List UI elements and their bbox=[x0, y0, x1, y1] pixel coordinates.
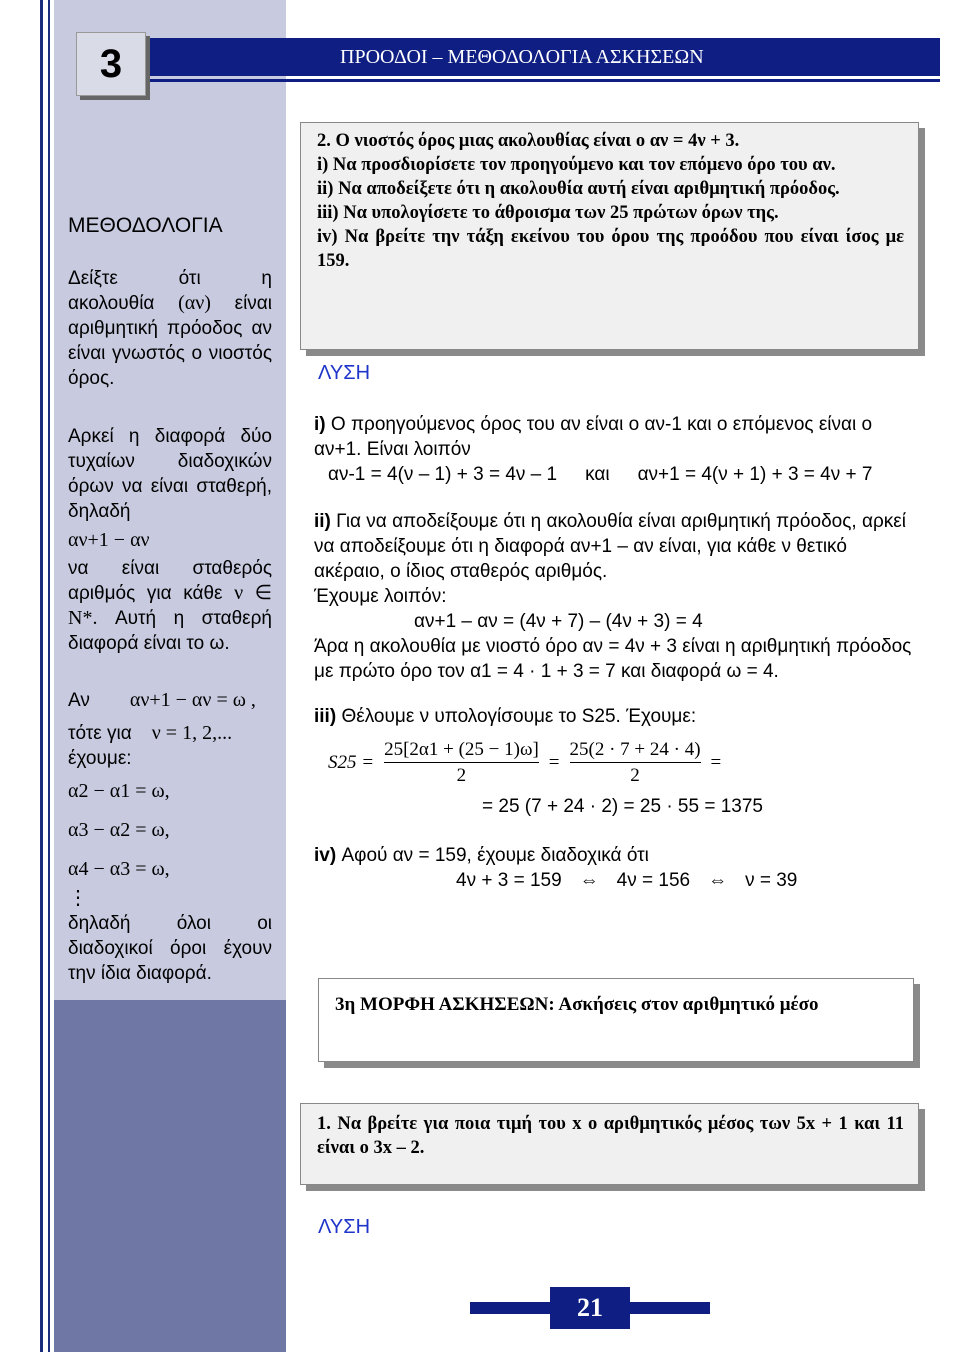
solution-part-ii bbox=[314, 509, 914, 584]
sidebar-p3-line1 bbox=[68, 688, 272, 713]
have-word: έχουμε: bbox=[68, 748, 132, 769]
sidebar-p2-cont: να είναι σταθερός αριθμός για κάθε bbox=[68, 558, 272, 604]
sidebar-p1-line1: Δείξτε ότι η bbox=[68, 268, 272, 289]
sidebar-heading: ΜΕΘΟΔΟΛΟΓΙΑ bbox=[68, 214, 223, 237]
difference-eq-3: α4 − α3 = ω, bbox=[68, 858, 170, 880]
sum-result: = 25 (7 + 24 · 2) = 25 · 55 = 1375 bbox=[482, 796, 763, 817]
sum-fraction-1 bbox=[384, 737, 539, 788]
and-word: και bbox=[585, 464, 610, 485]
part-i-text: Ο προηγούμενος όρος του αν είναι ο αν-1 και ο επόμενος είναι ο αν+1. Είναι λοιπόν bbox=[314, 414, 873, 460]
solution-part-iv bbox=[314, 843, 914, 868]
next-term-eq: αν+1 = 4(ν + 1) + 3 = 4ν + 7 bbox=[637, 464, 873, 485]
exercise-2-part-iv: iv) Να βρείτε την τάξη εκείνου του όρου της προόδου που είναι ίσος με 159. bbox=[317, 227, 904, 271]
iv-eq-2: 4ν = 156 bbox=[616, 870, 691, 891]
fraction-2-denominator: 2 bbox=[570, 762, 701, 788]
part-ii-have: Έχουμε λοιπόν: bbox=[314, 586, 447, 607]
sequence-notation: (αν) bbox=[178, 292, 211, 314]
sidebar-paragraph-2b bbox=[68, 556, 272, 656]
sidebar-p1-word: ακολουθία bbox=[68, 293, 155, 314]
part-ii-text: Για να αποδείξουμε ότι η ακολουθία είναι αριθμητική πρόοδος, αρκεί να αποδείξουμε ότι η διαφορά αν+1 – αν είναι, για κάθε ν θετικό ακέραιο, ο ίδιος σταθερός αριθμός. bbox=[314, 511, 906, 582]
iv-eq-1: 4ν + 3 = 159 bbox=[456, 870, 562, 891]
exercise-1-text: 1. Να βρείτε για ποια τιμή του x ο αριθμητικός μέσος των 5x + 1 και 11 είναι ο 3x – 2. bbox=[317, 1114, 904, 1158]
solution-part-i bbox=[314, 412, 914, 462]
header-underline bbox=[150, 79, 940, 82]
exercise-2-part-i: i) Να προσδιορίσετε τον προηγούμενο και τον επόμενο όρο του αν. bbox=[317, 155, 836, 175]
solution-label: ΛΥΣΗ bbox=[318, 362, 371, 384]
previous-term-eq: αν-1 = 4(ν – 1) + 3 = 4ν – 1 bbox=[328, 464, 558, 485]
chapter-number: 3 bbox=[76, 32, 146, 96]
page-number: 21 bbox=[550, 1287, 630, 1329]
part-iv-label: iv) bbox=[314, 845, 337, 866]
page-bar-right bbox=[630, 1302, 710, 1314]
page-bar-left bbox=[470, 1302, 550, 1314]
solution-part-iii bbox=[314, 704, 914, 729]
sidebar-paragraph-1 bbox=[68, 266, 272, 391]
sidebar-p3-line2 bbox=[68, 721, 272, 746]
exercise-2-part-ii: ii) Να αποδείξετε ότι η ακολουθία αυτή είναι αριθμητική πρόοδος. bbox=[317, 179, 840, 199]
sum-fraction-2 bbox=[570, 737, 701, 788]
exercise-2-statement: 2. Ο νιοστός όρος μιας ακολουθίας είναι ο αν = 4ν + 3. bbox=[317, 131, 740, 151]
form-3-title: 3η ΜΟΡΦΗ ΑΣΚΗΣΕΩΝ: Ασκήσεις στον αριθμητικό μέσο bbox=[335, 994, 819, 1015]
difference-formula: αν+1 − αν bbox=[68, 529, 150, 551]
equals-sign-2: = bbox=[710, 752, 722, 773]
part-iv-equations bbox=[314, 868, 914, 893]
omega-formula: αν+1 − αν = ω , bbox=[129, 689, 256, 711]
fraction-2-numerator: 25(2 · 7 + 24 · 4) bbox=[569, 739, 701, 760]
part-i-label: i) bbox=[314, 414, 326, 435]
left-border-line-inner bbox=[48, 0, 50, 1352]
sidebar-p2-formula-line bbox=[68, 528, 272, 553]
equivalence-icon: ⇔ bbox=[579, 870, 599, 891]
sidebar-p1-word-2: είναι bbox=[234, 293, 272, 314]
form-3-box bbox=[318, 978, 914, 1062]
fraction-1-denominator: 2 bbox=[384, 762, 539, 788]
iv-eq-3: ν = 39 bbox=[745, 870, 798, 891]
equivalence-icon: ⇔ bbox=[708, 870, 728, 891]
sidebar-paragraph-3 bbox=[68, 688, 272, 986]
solution-label-2: ΛΥΣΗ bbox=[318, 1216, 371, 1238]
sidebar-p1-rest: αριθμητική πρόοδος αν είναι γνωστός ο νιοστός όρος. bbox=[68, 318, 272, 389]
solution-2 bbox=[314, 412, 914, 893]
exercise-2-text bbox=[301, 123, 918, 279]
part-ii-difference-eq: αν+1 – αν = (4ν + 7) – (4ν + 3) = 4 bbox=[414, 611, 703, 632]
difference-eq-1: α2 − α1 = ω, bbox=[68, 780, 170, 802]
then-words: τότε για bbox=[68, 723, 132, 744]
exercise-2-part-iii: iii) Να υπολογίσετε το άθροισμα των 25 πρώτων όρων της. bbox=[317, 203, 779, 223]
sidebar-panel-bottom bbox=[54, 1000, 286, 1352]
part-i-equations bbox=[314, 462, 914, 487]
sum-formula bbox=[314, 737, 914, 788]
sidebar-paragraph-2 bbox=[68, 424, 272, 553]
natural-set: ν ∈ N*. bbox=[68, 582, 272, 629]
left-border-line bbox=[40, 0, 43, 1352]
exercise-2-box bbox=[300, 122, 919, 350]
part-ii-conclusion: Άρα η ακολουθία με νιοστό όρο αν = 4ν + 3 είναι η αριθμητική πρόοδος με πρώτο όρο τον α1 = 4 · 1 + 3 = 7 και διαφορά ω = 4. bbox=[314, 636, 912, 682]
part-iv-text: Αφού αν = 159, έχουμε διαδοχικά ότι bbox=[341, 845, 649, 866]
difference-eq-2: α3 − α2 = ω, bbox=[68, 819, 170, 841]
part-ii-label: ii) bbox=[314, 511, 331, 532]
sidebar-p2-c: Αυτή η σταθερή διαφορά είναι το ω. bbox=[68, 608, 272, 654]
chapter-title: ΠΡΟΟΔΟΙ – ΜΕΘΟΔΟΛΟΓΙΑ ΑΣΚΗΣΕΩΝ bbox=[340, 46, 704, 68]
equals-sign: = bbox=[548, 752, 560, 773]
if-word: Αν bbox=[68, 690, 90, 711]
exercise-1-box bbox=[300, 1103, 919, 1185]
sidebar-p1-line2 bbox=[68, 291, 272, 316]
part-iii-label: iii) bbox=[314, 706, 337, 727]
vertical-dots: ⋮ bbox=[68, 887, 88, 909]
sidebar-p2-text: Αρκεί η διαφορά δύο τυχαίων διαδοχικών όρων να είναι σταθερή, δηλαδή bbox=[68, 426, 272, 522]
sidebar-conclusion: δηλαδή όλοι οι διαδοχικοί όροι έχουν την ίδια διαφορά. bbox=[68, 913, 272, 984]
nu-values: ν = 1, 2,... bbox=[151, 722, 233, 744]
sum-symbol: S25 = bbox=[328, 752, 375, 773]
part-iii-text: Θέλουμε ν υπολογίσουμε το S25. Έχουμε: bbox=[341, 706, 697, 727]
chapter-title-bar bbox=[150, 38, 940, 76]
fraction-1-numerator: 25[2α1 + (25 − 1)ω] bbox=[384, 739, 539, 760]
